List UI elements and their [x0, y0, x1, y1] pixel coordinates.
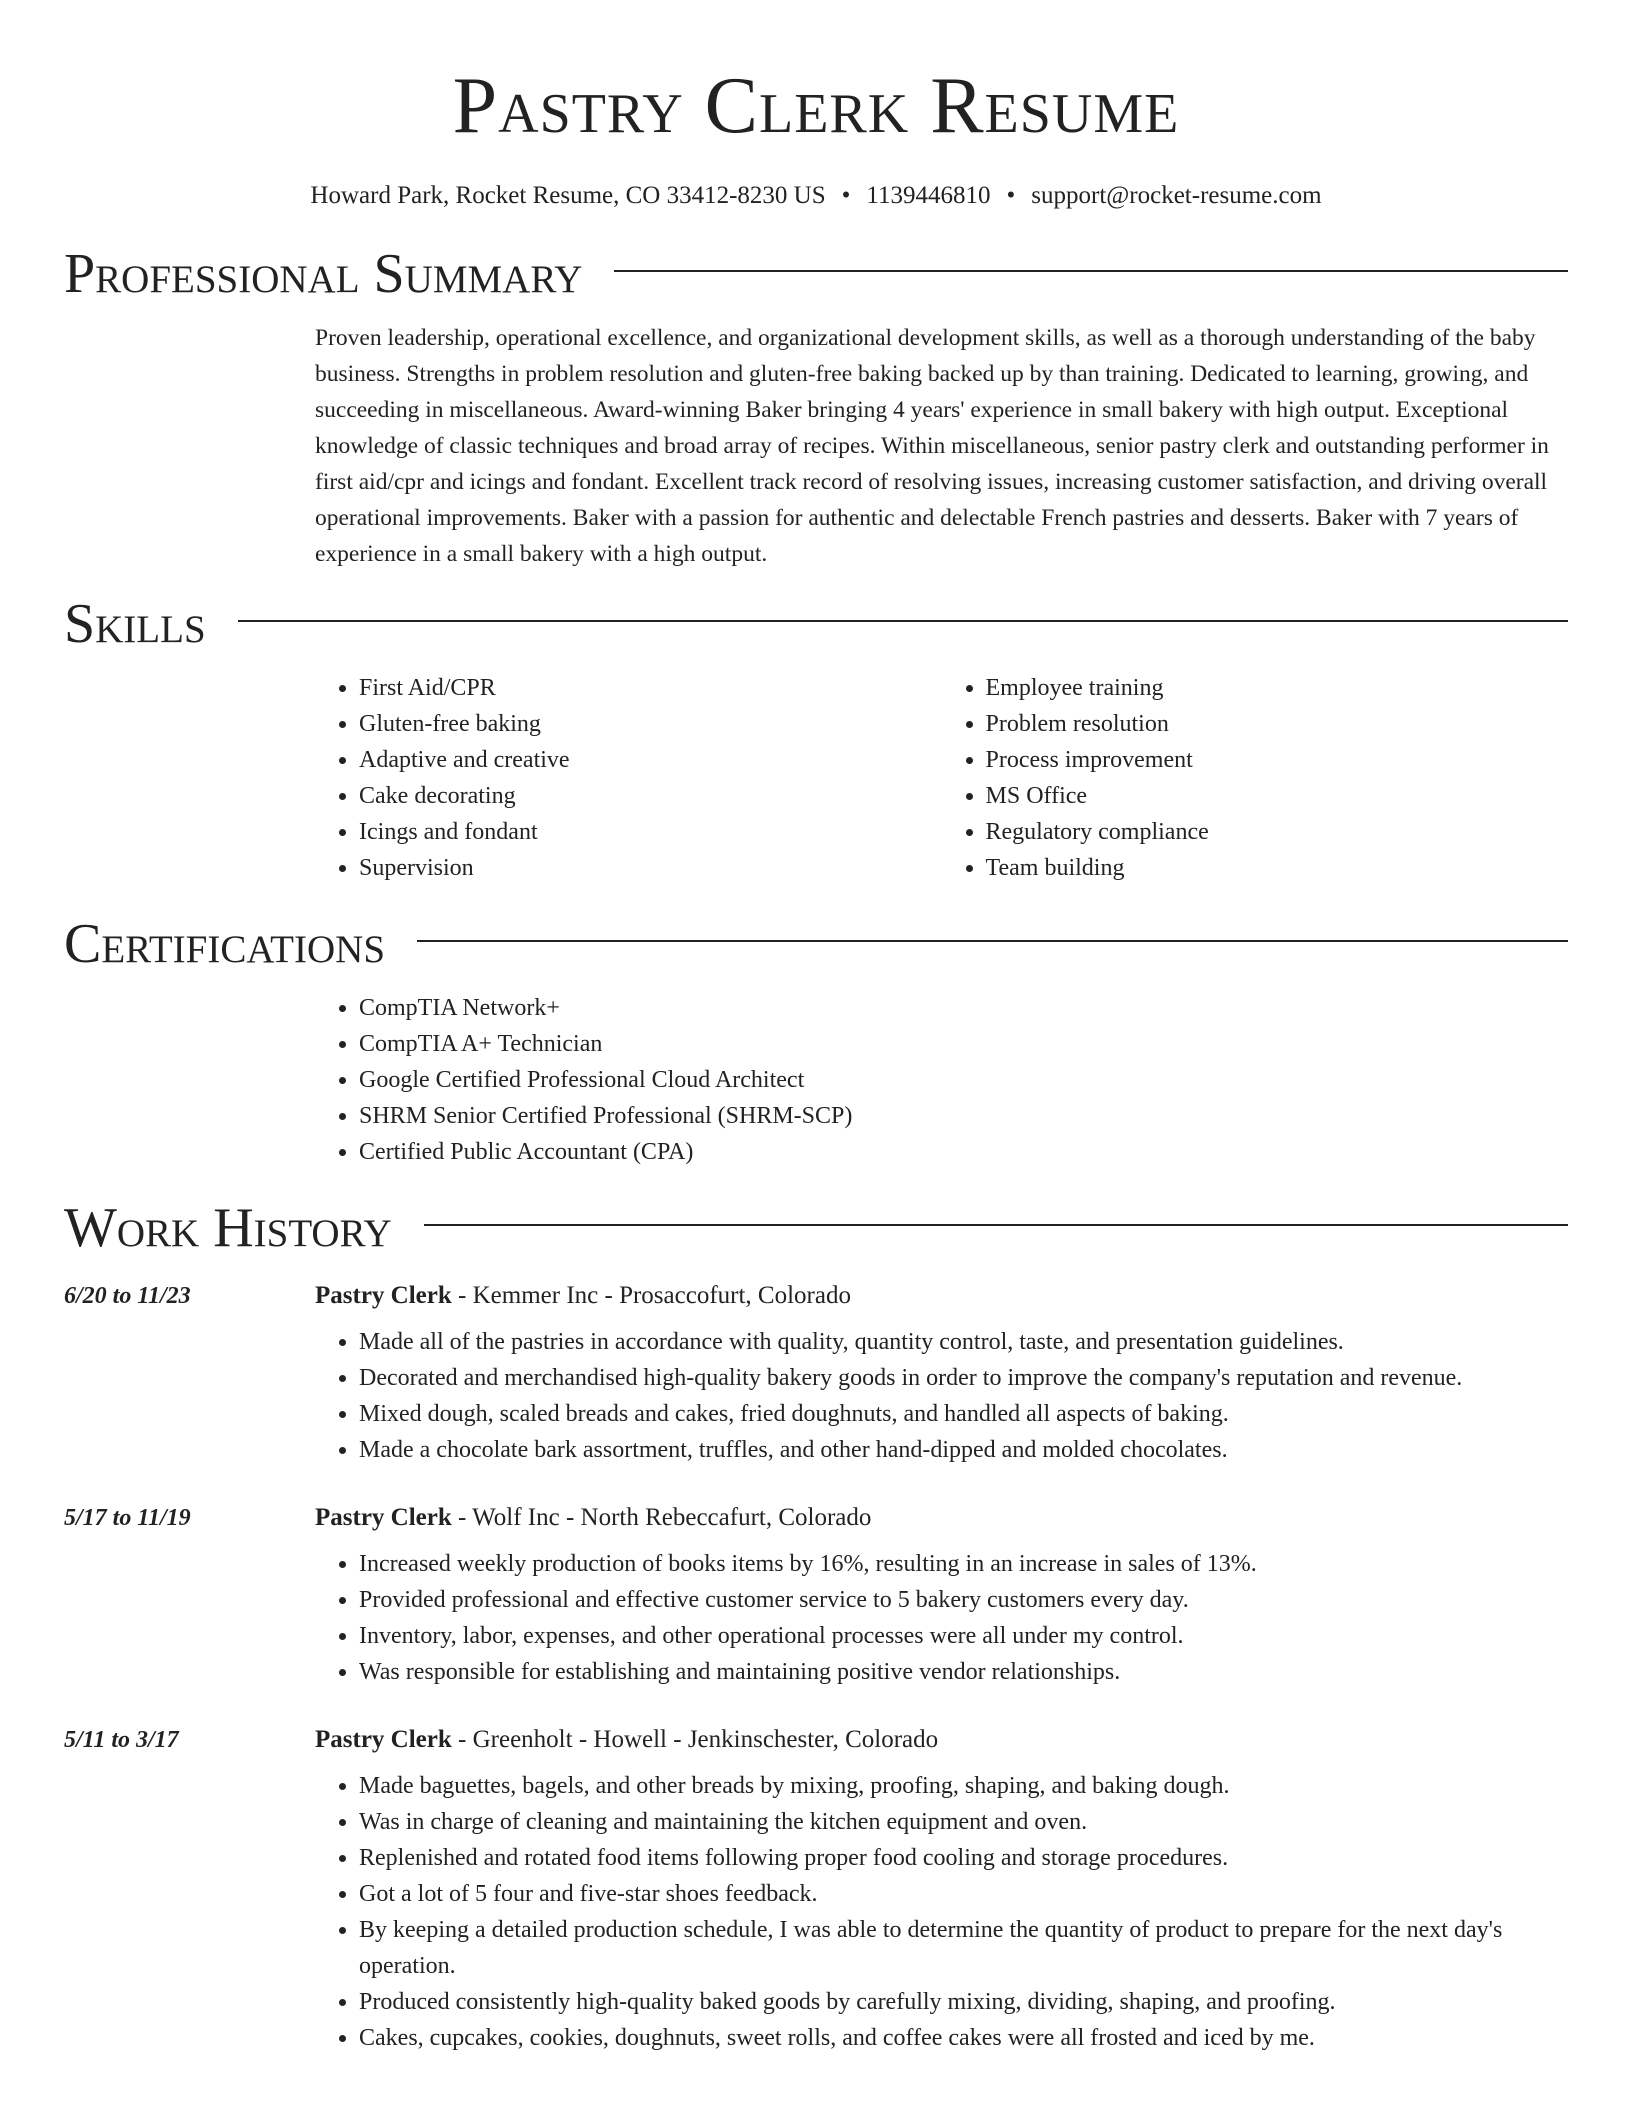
skill-item: • Regulatory compliance	[986, 814, 1569, 850]
job-bullets	[315, 1546, 1568, 1690]
job-bullet: • Replenished and rotated food items following proper food cooling and storage procedures.	[359, 1840, 1568, 1876]
certification-item: • CompTIA A+ Technician	[359, 1026, 1568, 1062]
skill-item: • Employee training	[986, 670, 1569, 706]
resume-page	[64, 0, 1568, 2056]
work-section-header	[64, 1196, 1568, 1260]
skill-item: • Problem resolution	[986, 706, 1569, 742]
skill-item: • Team building	[986, 850, 1569, 886]
skill-item: • Adaptive and creative	[359, 742, 942, 778]
job-bullet: • Was in charge of cleaning and maintaining the kitchen equipment and oven.	[359, 1804, 1568, 1840]
job-heading-line	[315, 1282, 851, 1310]
contact-line	[64, 180, 1568, 212]
job-bullet: • Cakes, cupcakes, cookies, doughnuts, sweet rolls, and coffee cakes were all frosted and iced by me.	[359, 2020, 1568, 2056]
job-bullet: • Increased weekly production of books items by 16%, resulting in an increase in sales of 13%.	[359, 1546, 1568, 1582]
skills-divider	[238, 620, 1568, 622]
summary-heading: Professional Summary	[64, 243, 583, 305]
job-title: Pastry Clerk	[315, 1504, 452, 1531]
skills-grid	[315, 670, 1568, 886]
skills-list-right	[942, 670, 1569, 886]
job-bullet: • Decorated and merchandised high-quality bakery goods in order to improve the company's reputation and revenue.	[359, 1360, 1568, 1396]
work-heading: Work History	[64, 1197, 392, 1259]
job-dates: 5/17 to 11/19	[64, 1505, 191, 1531]
job-entry	[64, 1504, 1568, 1690]
skills-heading: Skills	[64, 593, 206, 655]
job-duties	[315, 1768, 1568, 2056]
skill-item: • Icings and fondant	[359, 814, 942, 850]
skill-item: • MS Office	[986, 778, 1569, 814]
job-employer: - Wolf Inc - North Rebeccafurt, Colorado	[451, 1504, 872, 1531]
skill-item: • Cake decorating	[359, 778, 942, 814]
job-bullet: • By keeping a detailed production schedule, I was able to determine the quantity of product to prepare for the next day's operation.	[359, 1912, 1568, 1984]
email-link[interactable]: support@rocket-resume.com	[1031, 182, 1322, 209]
job-header	[64, 1504, 1568, 1532]
summary-divider	[614, 270, 1568, 272]
skill-item: • Supervision	[359, 850, 942, 886]
job-heading-line	[315, 1726, 938, 1754]
job-bullet: • Made baguettes, bagels, and other breads by mixing, proofing, shaping, and baking dough.	[359, 1768, 1568, 1804]
job-bullet: • Mixed dough, scaled breads and cakes, fried doughnuts, and handled all aspects of baking.	[359, 1396, 1568, 1432]
certification-item: • CompTIA Network+	[359, 990, 1568, 1026]
job-bullet: • Inventory, labor, expenses, and other operational processes were all under my control.	[359, 1618, 1568, 1654]
separator-1: •	[841, 182, 851, 209]
job-bullet: • Made a chocolate bark assortment, truffles, and other hand-dipped and molded chocolates.	[359, 1432, 1568, 1468]
job-heading-line	[315, 1504, 871, 1532]
certifications-section-header	[64, 912, 1568, 976]
job-bullets	[315, 1768, 1568, 2056]
address: Howard Park, Rocket Resume, CO 33412-8230 US	[310, 182, 826, 209]
job-employer: - Greenholt - Howell - Jenkinschester, Colorado	[451, 1726, 939, 1753]
skills-section-header	[64, 592, 1568, 656]
certifications-heading: Certifications	[64, 913, 386, 975]
skill-item: • First Aid/CPR	[359, 670, 942, 706]
job-title: Pastry Clerk	[315, 1282, 452, 1309]
summary-text: Proven leadership, operational excellence, and organizational development skills, as well as a thorough understanding of the baby business. Strengths in problem resolution and gluten-free baking backed up by than training. Dedicated to learning, growing, and succeeding in miscellaneous. Award-winning Baker bringing 4 years' experience in small bakery with high output. Exceptional knowledge of classic techniques and broad array of recipes. Within miscellaneous, senior pastry clerk and outstanding performer in first aid/cpr and icings and fondant. Excellent track record of resolving issues, increasing customer satisfaction, and driving overall operational improvements. Baker with a passion for authentic and delectable French pastries and desserts. Baker with 7 years of experience in a small bakery with a high output.	[315, 325, 1549, 567]
job-dates: 5/11 to 3/17	[64, 1727, 179, 1753]
job-header	[64, 1282, 1568, 1310]
job-dates: 6/20 to 11/23	[64, 1283, 191, 1309]
resume-title: Pastry Clerk Resume	[452, 62, 1180, 150]
phone: 1139446810	[866, 182, 991, 209]
job-bullet: • Provided professional and effective customer service to 5 bakery customers every day.	[359, 1582, 1568, 1618]
work-divider	[424, 1224, 1568, 1226]
job-bullet: • Got a lot of 5 four and five-star shoes feedback.	[359, 1876, 1568, 1912]
job-employer: - Kemmer Inc - Prosaccofurt, Colorado	[451, 1282, 851, 1309]
certifications-divider	[417, 940, 1568, 942]
job-bullet: • Was responsible for establishing and maintaining positive vendor relationships.	[359, 1654, 1568, 1690]
skill-item: • Process improvement	[986, 742, 1569, 778]
job-duties	[315, 1324, 1568, 1468]
skill-item: • Gluten-free baking	[359, 706, 942, 742]
skills-list-left	[315, 670, 942, 886]
job-header	[64, 1726, 1568, 1754]
job-bullet: • Produced consistently high-quality baked goods by carefully mixing, dividing, shaping, and proofing.	[359, 1984, 1568, 2020]
certification-item: • Certified Public Accountant (CPA)	[359, 1134, 1568, 1170]
job-bullets	[315, 1324, 1568, 1468]
certifications-body	[315, 990, 1568, 1170]
job-entry	[64, 1726, 1568, 2056]
job-duties	[315, 1546, 1568, 1690]
summary-section-header	[64, 242, 1568, 306]
certifications-list	[315, 990, 1568, 1170]
certification-item: • Google Certified Professional Cloud Architect	[359, 1062, 1568, 1098]
summary-body	[315, 320, 1568, 572]
job-bullet: • Made all of the pastries in accordance with quality, quantity control, taste, and presentation guidelines.	[359, 1324, 1568, 1360]
job-entry	[64, 1282, 1568, 1468]
certification-item: • SHRM Senior Certified Professional (SHRM-SCP)	[359, 1098, 1568, 1134]
job-title: Pastry Clerk	[315, 1726, 452, 1753]
separator-2: •	[1006, 182, 1016, 209]
